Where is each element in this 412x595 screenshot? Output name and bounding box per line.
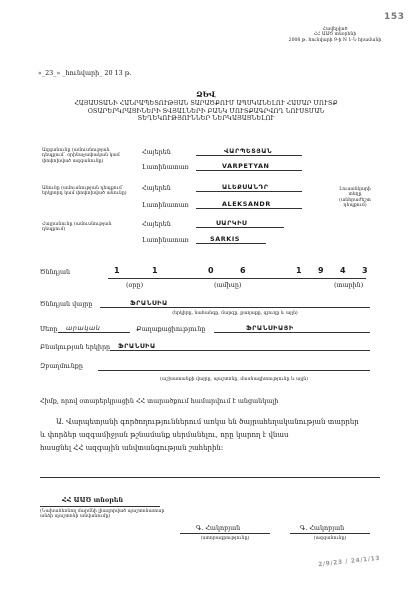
surname-signature-line [290, 533, 370, 534]
surname-latin-value: VARPETYAN [196, 162, 302, 171]
birthplace-label: Ծննդյան վայրը [40, 300, 93, 308]
form-title [40, 100, 372, 123]
occupation-label: Զբաղմունքը [40, 362, 83, 370]
birth-month-digit-2: 6 [240, 266, 246, 275]
registry-stamp: 2/9/23 / 24/1/13 [317, 554, 381, 569]
occupation-value-line [98, 370, 370, 371]
birth-day-digit-1: 1 [114, 266, 120, 275]
citizenship-label: Քաղաքացիությունը [136, 325, 206, 333]
birthplace-value: ՖՐԱՆՍԻԱ [100, 299, 370, 308]
date-line: «_23_» _հունվարի_ 20 13 թ. [38, 69, 132, 77]
signature-caption: (ստորագրությունը) [200, 536, 250, 541]
birth-year-digit-3: 4 [340, 266, 346, 275]
surname-armenian-label: Հայերեն [142, 148, 171, 156]
appendix-line-3: 2008 թ. hունվարի 9-ի N 1-Ն հրամանի [288, 37, 382, 43]
birthplace-caption: (երկիրը, նահանգը, մարզը, քաղաքը, գյուղը և այլն) [172, 311, 298, 316]
surname-signature-name: Գ. Հակոբյան [300, 524, 345, 532]
signatory-title: ՀՀ ԱԱԾ տնօրեն [62, 496, 124, 504]
grounds-line-1: Ա. Վարպետյանի գործողություններում առկա են ծայրահեղականության տարրեր [56, 418, 359, 426]
grounds-extra-line [40, 477, 380, 478]
patronymic-armenian-value: ՍԱՐԿԻՍ [196, 219, 284, 228]
patronymic-armenian-label: Հայերեն [142, 220, 171, 228]
name-description: Անունը (ամուսնության դեպքում` երկրորդ կամ փոփոխված անունը) [42, 186, 127, 197]
birth-label: Ծննդյան [40, 268, 71, 276]
signatory-title-caption: (Նախաձեռնող մարմնի լիազորված պաշտոնատար անձի պաշտոնի անվանումը) [40, 509, 165, 520]
birth-year-digit-4: 3 [362, 266, 368, 275]
name-armenian-label: Հայերեն [142, 184, 171, 192]
surname-signature-caption: (ազգանունը) [313, 536, 347, 541]
birth-year-digit-1: 1 [296, 266, 302, 275]
photo-placeholder-note: Լուսանկարի տեղը (անհրաժեշտ դեպքում) [339, 187, 371, 209]
name-armenian-value: ԱԼԵՔՍԱՆԴՐ [196, 183, 302, 192]
citizenship-value: ՖՐԱՆՍԻԱՅԻ [214, 324, 370, 333]
surname-description: Ազգանունը (ամուսնության դեպքում` օրինաչափական կամ փոփոխված ազգանունը) [42, 148, 120, 164]
birth-year-digit-2: 9 [318, 266, 324, 275]
birth-date-underline [108, 278, 366, 279]
patronymic-latin-label: Լատինատառ [142, 236, 189, 244]
grounds-line-3: հասցնել ՀՀ ազգային անվտանգության շահերին: [40, 444, 224, 452]
surname-latin-label: Լատինատառ [142, 163, 189, 171]
sex-label: Սեռը [40, 325, 58, 333]
birth-month-digit-1: 0 [208, 266, 214, 275]
surname-armenian-value: ՎԱՐՊԵՏՅԱՆ [196, 147, 302, 156]
patronymic-latin-value: SARKIS [196, 235, 266, 244]
grounds-statement: Հիմք, որով օտարերկրացին ՀՀ տարածքում համարվում է անցանկալի [40, 397, 279, 405]
sex-value: արական [58, 324, 130, 333]
appendix-line-1: Հավելված [322, 27, 348, 32]
name-latin-value: ALEKSANDR [196, 200, 302, 209]
appendix-block [280, 27, 390, 43]
birth-day-digit-2: 1 [152, 266, 158, 275]
birth-month-caption: (ամիսը) [214, 281, 242, 289]
signature-name: Գ. Հակոբյան [196, 524, 241, 532]
signatory-title-line [40, 506, 160, 507]
signature-line [180, 533, 270, 534]
grounds-line-2: և փորձեր ազգամիջյան թշնամանք սերմանելու, որը կարող է վնաս [40, 431, 289, 439]
birth-year-caption: (տարին) [334, 281, 364, 289]
patronymic-description: Հայրանունը (ամուսնության դեպքում) [42, 222, 112, 233]
name-latin-label: Լատինատառ [142, 201, 189, 209]
grounds-text [40, 416, 380, 455]
title-line-2: ՕՏԱՐԵՐԿՐԱՑԻՆԵՐԻ ՏՎՅԱԼՆԵՐԻ ԲԱՆԿ ՄՈՒՏՔԱԳՐՎՈՂ ՆՈՒՍՏՄԱՆ [87, 107, 325, 115]
page-number: 153 [384, 12, 405, 22]
form-code: ՁԵՎ [196, 90, 216, 99]
occupation-caption: (աշխատանքի վայրը, պաշտոնը, մասնագիտությունը և այլն) [160, 377, 308, 382]
appendix-line-2: ՀՀ ԱԱԾ տնօրենի [313, 32, 357, 38]
residence-label: Բնակության երկիրը [40, 343, 111, 351]
title-line-1: ՀԱՅԱՍՏԱՆԻ ՀԱՆՐԱՊԵՏՈՒԹՅԱՆ ՏԱՐԱԾՔՈՒՄ ԱՊՍԿԱՆԵԼՈՒ ՀԱՄԱՐ ՄՈՒՏՔ [74, 100, 338, 107]
residence-value: ՖՐԱՆՍԻԱ [110, 342, 370, 351]
birth-day-caption: (օրը) [126, 281, 144, 289]
title-line-3: ՏԵՂԵԿՈՒԹՅՈՒՆՆԵՐ ՆԵՐԿԱՅԱՑՆԵԼՈՒ [137, 115, 275, 123]
